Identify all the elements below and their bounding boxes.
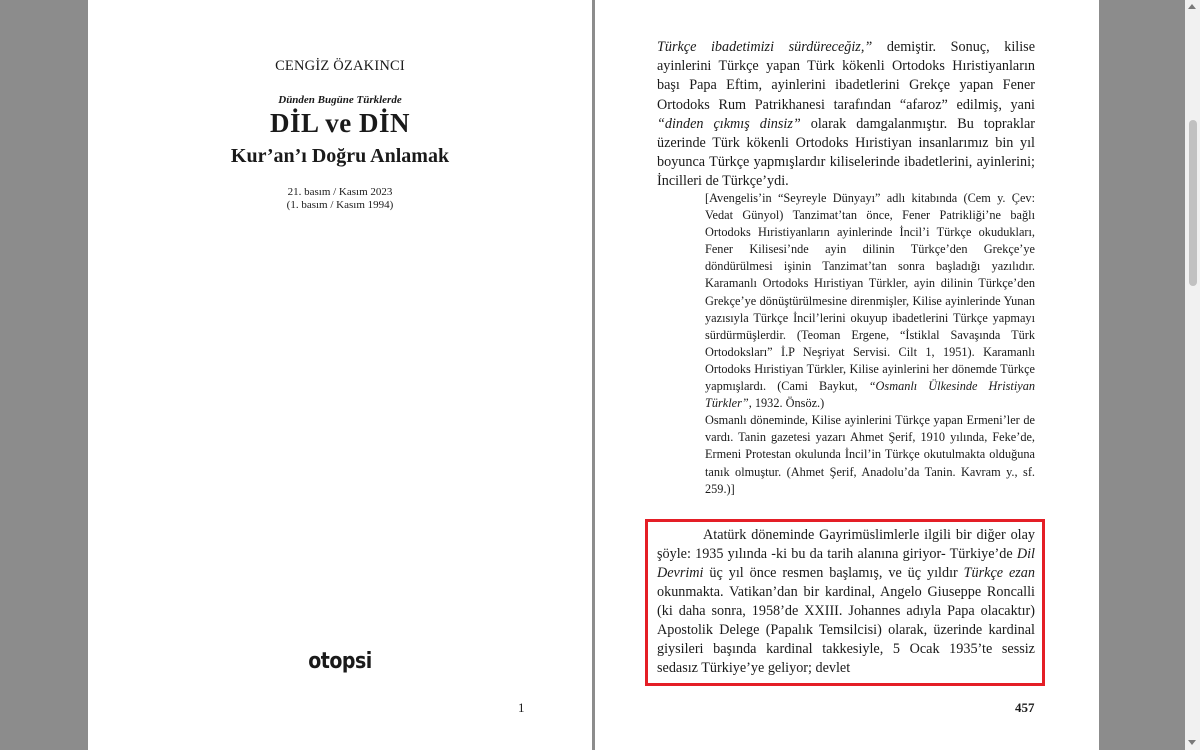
author-name: CENGİZ ÖZAKINCI — [275, 58, 405, 74]
quote-paragraph-2: Osmanlı döneminde, Kilise ayinlerini Türkçe yapan Ermeni’ler de vardı. Tanin gazetesi yazarı Ahmet Şerif, 1910 yılında, Feke’de, Ermeni Protestan okulunda İncil’in Türkçe okutulmakta olduğuna tanık olmuştur. (Ahmet Şerif, Anadolu’da Tanin. Kavram y., sf. 259.)] — [705, 413, 1035, 496]
scroll-up-arrow-icon[interactable] — [1188, 4, 1196, 9]
quote-paragraph-1 — [705, 190, 1035, 412]
scroll-down-arrow-icon[interactable] — [1188, 740, 1196, 745]
italic-quote: Türkçe ibadetimizi sürdüreceğiz,” — [657, 39, 873, 55]
paragraph-text: okunmakta. Vatikan’dan bir kardinal, Angelo Giuseppe Roncalli (ki daha sonra, 1958’de XXIII. Johannes adıyla Papa olacaktır) Apostolik Delege (Papalık Temsilcisi) olarak, üzerinde kardinal giysileri başında kardinal takkesiyle, 5 Ocak 1935’te sessiz sedasız Türkiye’ye geliyor; devlet — [657, 584, 1035, 676]
first-edition-line: (1. basım / Kasım 1994) — [286, 199, 394, 211]
paragraph-text: demiştir. Sonuç, kilise ayinlerini Türkçe yapan Türk kökenli Ortodoks Hıristiyanların başı Papa Eftim, ayinlerini ibadetlerini Grekçe yapan Fener Ortodoks Rum Patrikhanesi tarafından “afaroz” edilmiş, yani — [657, 39, 1035, 113]
paragraph-text: üç yıl önce resmen başlamış, ve üç yıldır — [703, 565, 964, 581]
block-quote — [705, 190, 1035, 498]
scrollbar-track[interactable] — [1185, 0, 1200, 750]
red-highlight-box — [645, 519, 1045, 686]
scrollbar-thumb[interactable] — [1189, 120, 1197, 286]
paragraph-text: Atatürk döneminde Gayrimüslimlerle ilgili bir diğer olay şöyle: 1935 yılında -ki bu da tarih alanına giriyor- Türkiye’de — [657, 527, 1035, 562]
book-title: DİL ve DİN — [269, 108, 410, 138]
left-page — [88, 0, 592, 750]
italic-phrase: “dinden çıkmış dinsiz” — [657, 115, 801, 132]
publisher-logo: otopsi — [308, 648, 372, 674]
italic-term: Dil Devrimi — [657, 546, 1035, 581]
page-number-right: 457 — [1015, 700, 1035, 715]
quote-text: , 1932. Önsöz.) — [748, 396, 825, 411]
quote-text: [Avengelis’in “Seyreyle Dünyayı” adlı kitabında (Cem y. Çev: Vedat Günyol) Tanzimat’tan önce, Fener Patrikliği’ne bağlı Ortodoks Hıristiyanların ayinlerinde İncil’i Türkçe okudukları, Fener Kilisesi’nde ayin dilinin Türkçe’den Grekçe’ye döndürülmesi işinin Tanzimat’tan sonra başladığı yazılıdır. Karamanlı Ortodoks Hıristiyan Türkler, ayin dilinin Türkçe’den Grekçe’ye dönüştürülmesine direnmişler, Kilise ayinlerinde Yunan yazısıyla Türkçe İncil’lerini okuyup ibadetlerini Türkçe yapmayı sürdürmüşlerdir. (Teoman Ergene, “İstiklal Savaşında Türk Ortodoksları” İ.P Neşriyat Servisi. Cilt 1, 1951). Karamanlı Ortodoks Hıristiyan Türkler, Kilise ayinlerini her dönemde Türkçe yapmışlardı. (Cami Baykut, — [705, 191, 1035, 394]
page-number-left: 1 — [518, 700, 525, 715]
edition-line: 21. basım / Kasım 2023 — [287, 186, 393, 198]
quote-italic: “Osmanlı Ülkesinde Hristiyan Türkler” — [705, 379, 1035, 411]
book-subtitle: Dünden Bugüne Türklerde — [278, 94, 402, 106]
italic-term: Türkçe ezan — [963, 565, 1035, 581]
book-title-secondary: Kur’an’ı Doğru Anlamak — [230, 145, 450, 167]
edition-info — [88, 186, 592, 212]
body-paragraph-1 — [657, 38, 1035, 192]
paragraph-text: olarak damgalanmıştır. Bu topraklar üzerinde Türk kökenli Ortodoks Hıristiyan insanlarımız bin yıl boyunca Türkçe yapmışlardır kiliselerinde ibadetlerini, ayinlerini; İncilleri de Türkçe’ydi. — [657, 115, 1035, 190]
